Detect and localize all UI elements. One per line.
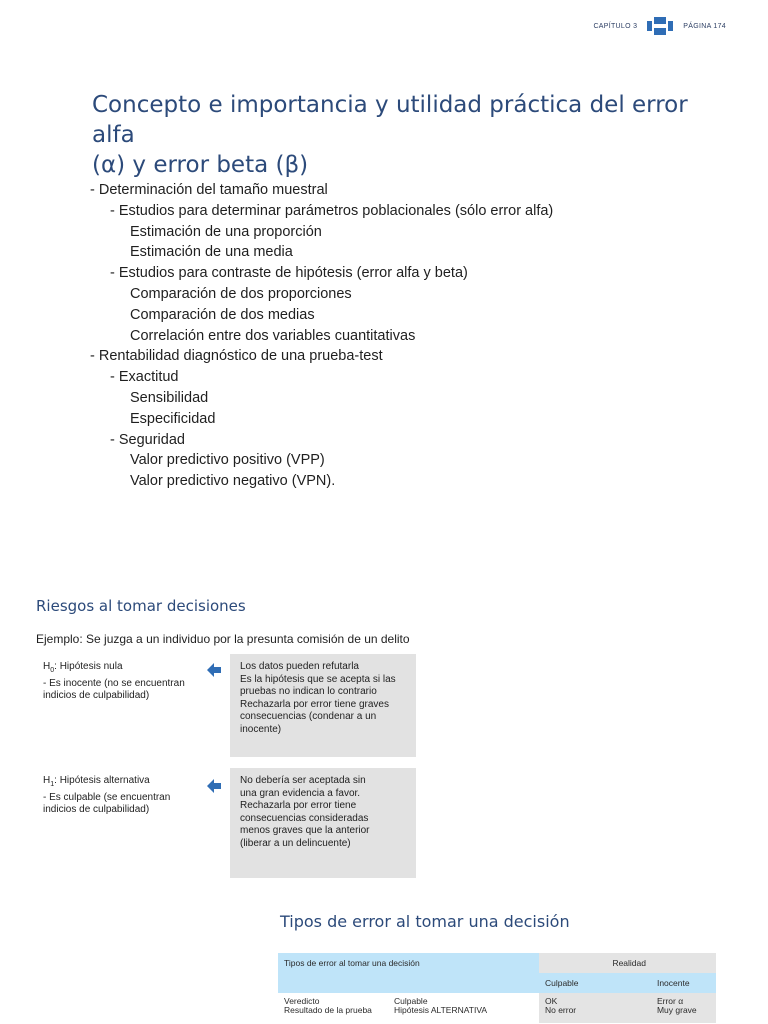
null-hypothesis-note (230, 654, 416, 757)
title-line-1: Concepto e importancia y utilidad práctica del error alfa (92, 92, 688, 148)
arrow-left-icon (207, 779, 221, 793)
note-line: Rechazarla por error tiene graves (240, 698, 389, 710)
outline-item: Comparación de dos medias (130, 306, 315, 323)
h0-subscript: 0 (50, 667, 55, 674)
note-line: pruebas no indican lo contrario (240, 686, 377, 697)
table-cell-ok (539, 993, 651, 1023)
note-line: (liberar a un delincuente) (240, 837, 351, 849)
outline-item: - Exactitud (110, 369, 179, 386)
table-empty-cell (278, 973, 539, 993)
row-label-line: Veredicto (284, 996, 320, 1006)
h0-detail: indicios de culpabilidad) (43, 690, 150, 701)
outline-item: - Determinación del tamaño muestral (90, 182, 328, 198)
chapter-label: CAPÍTULO 3 (593, 22, 638, 30)
arrow-left-icon (207, 663, 221, 677)
table-col-innocent: Inocente (651, 973, 716, 993)
outline-item: Correlación entre dos variables cuantitativas (130, 327, 416, 344)
outline-item: - Estudios para determinar parámetros poblacionales (sólo error alfa) (110, 202, 554, 219)
table-row-guilty (388, 993, 539, 1023)
table-row-label (278, 993, 388, 1023)
h1-subscript: 1 (50, 781, 55, 788)
note-line: consecuencias (condenar a un (240, 711, 377, 722)
risks-example: Ejemplo: Se juzga a un individuo por la presunta comisión de un delito (36, 632, 410, 646)
cell-line: Muy grave (656, 1005, 697, 1015)
alternative-hypothesis (43, 775, 203, 817)
cell-line: Error α (656, 996, 684, 1006)
page-title (92, 90, 712, 180)
outline-item: Valor predictivo positivo (VPP) (130, 452, 325, 469)
page-number: PÁGINA 174 (683, 22, 726, 30)
table-reality-header: Realidad (539, 953, 716, 973)
cell-line: No error (544, 1005, 577, 1015)
note-line: Rechazarla por error tiene (240, 800, 357, 811)
cell-line: OK (544, 996, 558, 1006)
h1-detail: - Es culpable (se encuentran (43, 791, 171, 803)
h0-detail: - Es inocente (no se encuentran (43, 677, 185, 689)
table-caption: Tipos de error al tomar una decisión (278, 953, 539, 973)
note-line: Es la hipótesis que se acepta si las (240, 673, 396, 685)
outline-item: Comparación de dos proporciones (130, 285, 352, 302)
note-line: Los datos pueden refutarla (240, 661, 359, 672)
page-header (593, 17, 726, 35)
outline-item: Estimación de una media (130, 244, 293, 261)
topic-outline (90, 180, 553, 492)
title-line-2: (α) y error beta (β) (92, 152, 309, 178)
note-line: consecuencias consideradas (240, 812, 369, 824)
row-label-line: Resultado de la prueba (284, 1005, 372, 1015)
row-guilty-line: Hipótesis ALTERNATIVA (394, 1005, 488, 1015)
error-types-table (278, 953, 716, 1023)
outline-item: Estimación de una proporción (130, 223, 322, 240)
h0-label: : Hipótesis nula (54, 661, 123, 672)
row-guilty-line: Culpable (394, 996, 428, 1006)
table-cell-error (651, 993, 716, 1023)
note-line: menos graves que la anterior (240, 825, 370, 836)
note-line: inocente) (240, 723, 282, 735)
note-line: No debería ser aceptada sin (240, 775, 366, 786)
outline-item: Especificidad (130, 410, 216, 427)
risks-heading: Riesgos al tomar decisiones (36, 597, 246, 615)
outline-item: Sensibilidad (130, 389, 209, 406)
h1-label: : Hipótesis alternativa (54, 775, 150, 786)
h1-symbol: H (43, 775, 51, 786)
note-line: una gran evidencia a favor. (240, 787, 361, 799)
null-hypothesis (43, 661, 203, 703)
outline-item: - Seguridad (110, 431, 185, 448)
logo-icon (647, 17, 673, 35)
outline-item: Valor predictivo negativo (VPN). (130, 473, 336, 490)
h1-detail: indicios de culpabilidad) (43, 804, 150, 815)
alternative-hypothesis-note (230, 768, 416, 878)
error-types-heading: Tipos de error al tomar una decisión (280, 912, 570, 931)
outline-item: - Estudios para contraste de hipótesis (error alfa y beta) (110, 265, 468, 282)
h0-symbol: H (43, 661, 51, 672)
table-col-guilty: Culpable (539, 973, 651, 993)
outline-item: - Rentabilidad diagnóstico de una prueba-test (90, 348, 383, 365)
